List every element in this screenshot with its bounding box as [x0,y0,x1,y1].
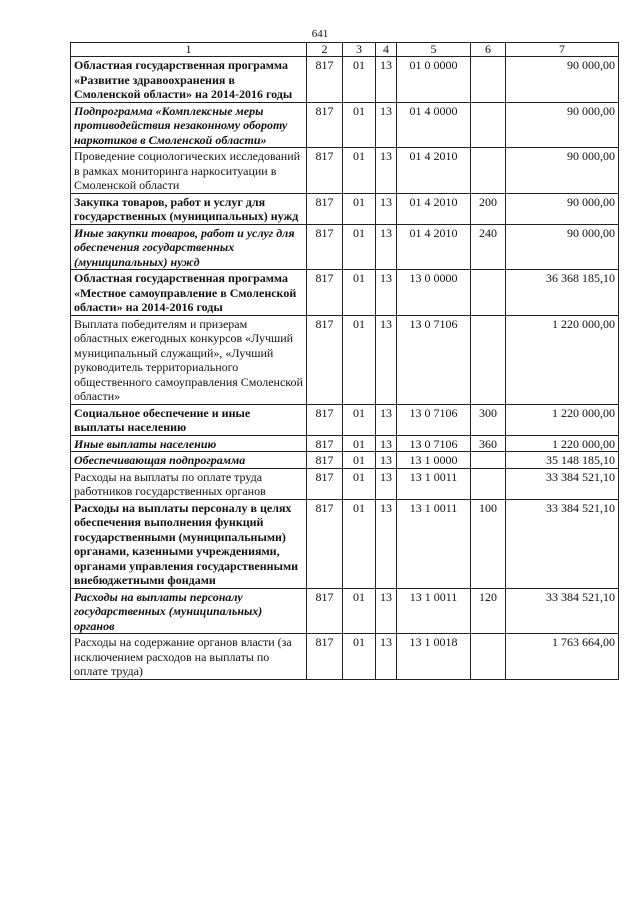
header-col-2: 2 [307,43,343,57]
cell-name: Проведение социологических исследований в рамках мониторинга наркоситуации в Смоленской области [71,148,307,194]
cell-subsection: 13 [376,634,397,680]
cell-expense-type [471,57,506,103]
cell-section: 01 [343,468,376,499]
cell-amount: 90 000,00 [506,57,619,103]
cell-expense-type [471,270,506,316]
cell-admin-code: 817 [307,193,343,224]
cell-name: Обеспечивающая подпрограмма [71,452,307,469]
cell-section: 01 [343,499,376,588]
cell-section: 01 [343,224,376,270]
cell-section: 01 [343,102,376,148]
table-row [71,499,619,588]
cell-name: Расходы на выплаты персоналу в целях обеспечения выполнения функций государственными (муниципальными) органами, казенными учреждениями, органами управления государственными внебюджетными фондами [71,499,307,588]
cell-amount: 1 763 664,00 [506,634,619,680]
cell-target-article: 13 1 0000 [397,452,471,469]
cell-name: Закупка товаров, работ и услуг для государственных (муниципальных) нужд [71,193,307,224]
cell-target-article: 01 4 2010 [397,193,471,224]
cell-target-article: 13 0 0000 [397,270,471,316]
cell-subsection: 13 [376,224,397,270]
cell-subsection: 13 [376,499,397,588]
cell-expense-type [471,315,506,404]
cell-section: 01 [343,435,376,452]
cell-name: Социальное обеспечение и иные выплаты населению [71,404,307,435]
cell-subsection: 13 [376,468,397,499]
table-row [71,468,619,499]
cell-amount: 90 000,00 [506,102,619,148]
header-col-5: 5 [397,43,471,57]
cell-amount: 33 384 521,10 [506,468,619,499]
cell-name: Расходы на содержание органов власти (за исключением расходов на выплаты по оплате труда) [71,634,307,680]
cell-section: 01 [343,404,376,435]
cell-admin-code: 817 [307,57,343,103]
cell-admin-code: 817 [307,270,343,316]
cell-amount: 35 148 185,10 [506,452,619,469]
cell-name: Областная государственная программа «Местное самоуправление в Смоленской области» на 2014-2016 годы [71,270,307,316]
cell-target-article: 01 0 0000 [397,57,471,103]
cell-target-article: 01 4 2010 [397,148,471,194]
cell-admin-code: 817 [307,224,343,270]
cell-amount: 90 000,00 [506,148,619,194]
cell-name: Расходы на выплаты по оплате труда работников государственных органов [71,468,307,499]
cell-expense-type [471,148,506,194]
header-col-7: 7 [506,43,619,57]
table-body [71,57,619,680]
cell-subsection: 13 [376,452,397,469]
cell-expense-type: 240 [471,224,506,270]
table-row [71,57,619,103]
table-row [71,452,619,469]
cell-amount: 33 384 521,10 [506,499,619,588]
cell-subsection: 13 [376,588,397,634]
table-row [71,148,619,194]
cell-amount: 36 368 185,10 [506,270,619,316]
cell-expense-type [471,452,506,469]
table-row [71,588,619,634]
cell-amount: 1 220 000,00 [506,315,619,404]
cell-section: 01 [343,634,376,680]
cell-name: Выплата победителям и призерам областных ежегодных конкурсов «Лучший муниципальный служащий», «Лучший руководитель территориального общественного самоуправления Смоленской области» [71,315,307,404]
table-row [71,193,619,224]
cell-subsection: 13 [376,57,397,103]
cell-expense-type: 100 [471,499,506,588]
cell-section: 01 [343,148,376,194]
cell-target-article: 13 0 7106 [397,404,471,435]
page-number: 641 [311,28,329,40]
cell-section: 01 [343,588,376,634]
header-col-6: 6 [471,43,506,57]
cell-target-article: 01 4 0000 [397,102,471,148]
cell-subsection: 13 [376,404,397,435]
cell-target-article: 13 1 0018 [397,634,471,680]
cell-admin-code: 817 [307,315,343,404]
cell-admin-code: 817 [307,468,343,499]
table-row [71,315,619,404]
table-row [71,435,619,452]
cell-target-article: 13 0 7106 [397,315,471,404]
cell-expense-type: 200 [471,193,506,224]
cell-target-article: 01 4 2010 [397,224,471,270]
header-col-3: 3 [343,43,376,57]
cell-name: Расходы на выплаты персоналу государственных (муниципальных) органов [71,588,307,634]
budget-table [70,42,619,680]
cell-expense-type [471,634,506,680]
cell-admin-code: 817 [307,634,343,680]
cell-amount: 90 000,00 [506,193,619,224]
cell-subsection: 13 [376,315,397,404]
cell-admin-code: 817 [307,499,343,588]
table-row [71,404,619,435]
cell-name: Подпрограмма «Комплексные меры противодействия незаконному обороту наркотиков в Смоленской области» [71,102,307,148]
header-col-1: 1 [71,43,307,57]
cell-amount: 1 220 000,00 [506,435,619,452]
cell-admin-code: 817 [307,404,343,435]
cell-name: Иные закупки товаров, работ и услуг для обеспечения государственных (муниципальных) нужд [71,224,307,270]
cell-subsection: 13 [376,193,397,224]
cell-target-article: 13 0 7106 [397,435,471,452]
header-col-4: 4 [376,43,397,57]
cell-amount: 90 000,00 [506,224,619,270]
table-row [71,270,619,316]
table-row [71,102,619,148]
cell-amount: 33 384 521,10 [506,588,619,634]
cell-subsection: 13 [376,435,397,452]
cell-admin-code: 817 [307,452,343,469]
cell-section: 01 [343,57,376,103]
cell-amount: 1 220 000,00 [506,404,619,435]
cell-section: 01 [343,452,376,469]
cell-section: 01 [343,315,376,404]
cell-target-article: 13 1 0011 [397,588,471,634]
cell-expense-type [471,468,506,499]
cell-name: Иные выплаты населению [71,435,307,452]
cell-expense-type: 120 [471,588,506,634]
cell-subsection: 13 [376,148,397,194]
cell-admin-code: 817 [307,435,343,452]
cell-expense-type: 300 [471,404,506,435]
cell-admin-code: 817 [307,102,343,148]
cell-admin-code: 817 [307,148,343,194]
cell-target-article: 13 1 0011 [397,468,471,499]
cell-subsection: 13 [376,102,397,148]
cell-expense-type: 360 [471,435,506,452]
cell-name: Областная государственная программа «Развитие здравоохранения в Смоленской области» на 2014-2016 годы [71,57,307,103]
table-row [71,224,619,270]
cell-section: 01 [343,193,376,224]
cell-section: 01 [343,270,376,316]
cell-admin-code: 817 [307,588,343,634]
table-row [71,634,619,680]
cell-target-article: 13 1 0011 [397,499,471,588]
cell-subsection: 13 [376,270,397,316]
cell-expense-type [471,102,506,148]
header-row [71,43,619,57]
